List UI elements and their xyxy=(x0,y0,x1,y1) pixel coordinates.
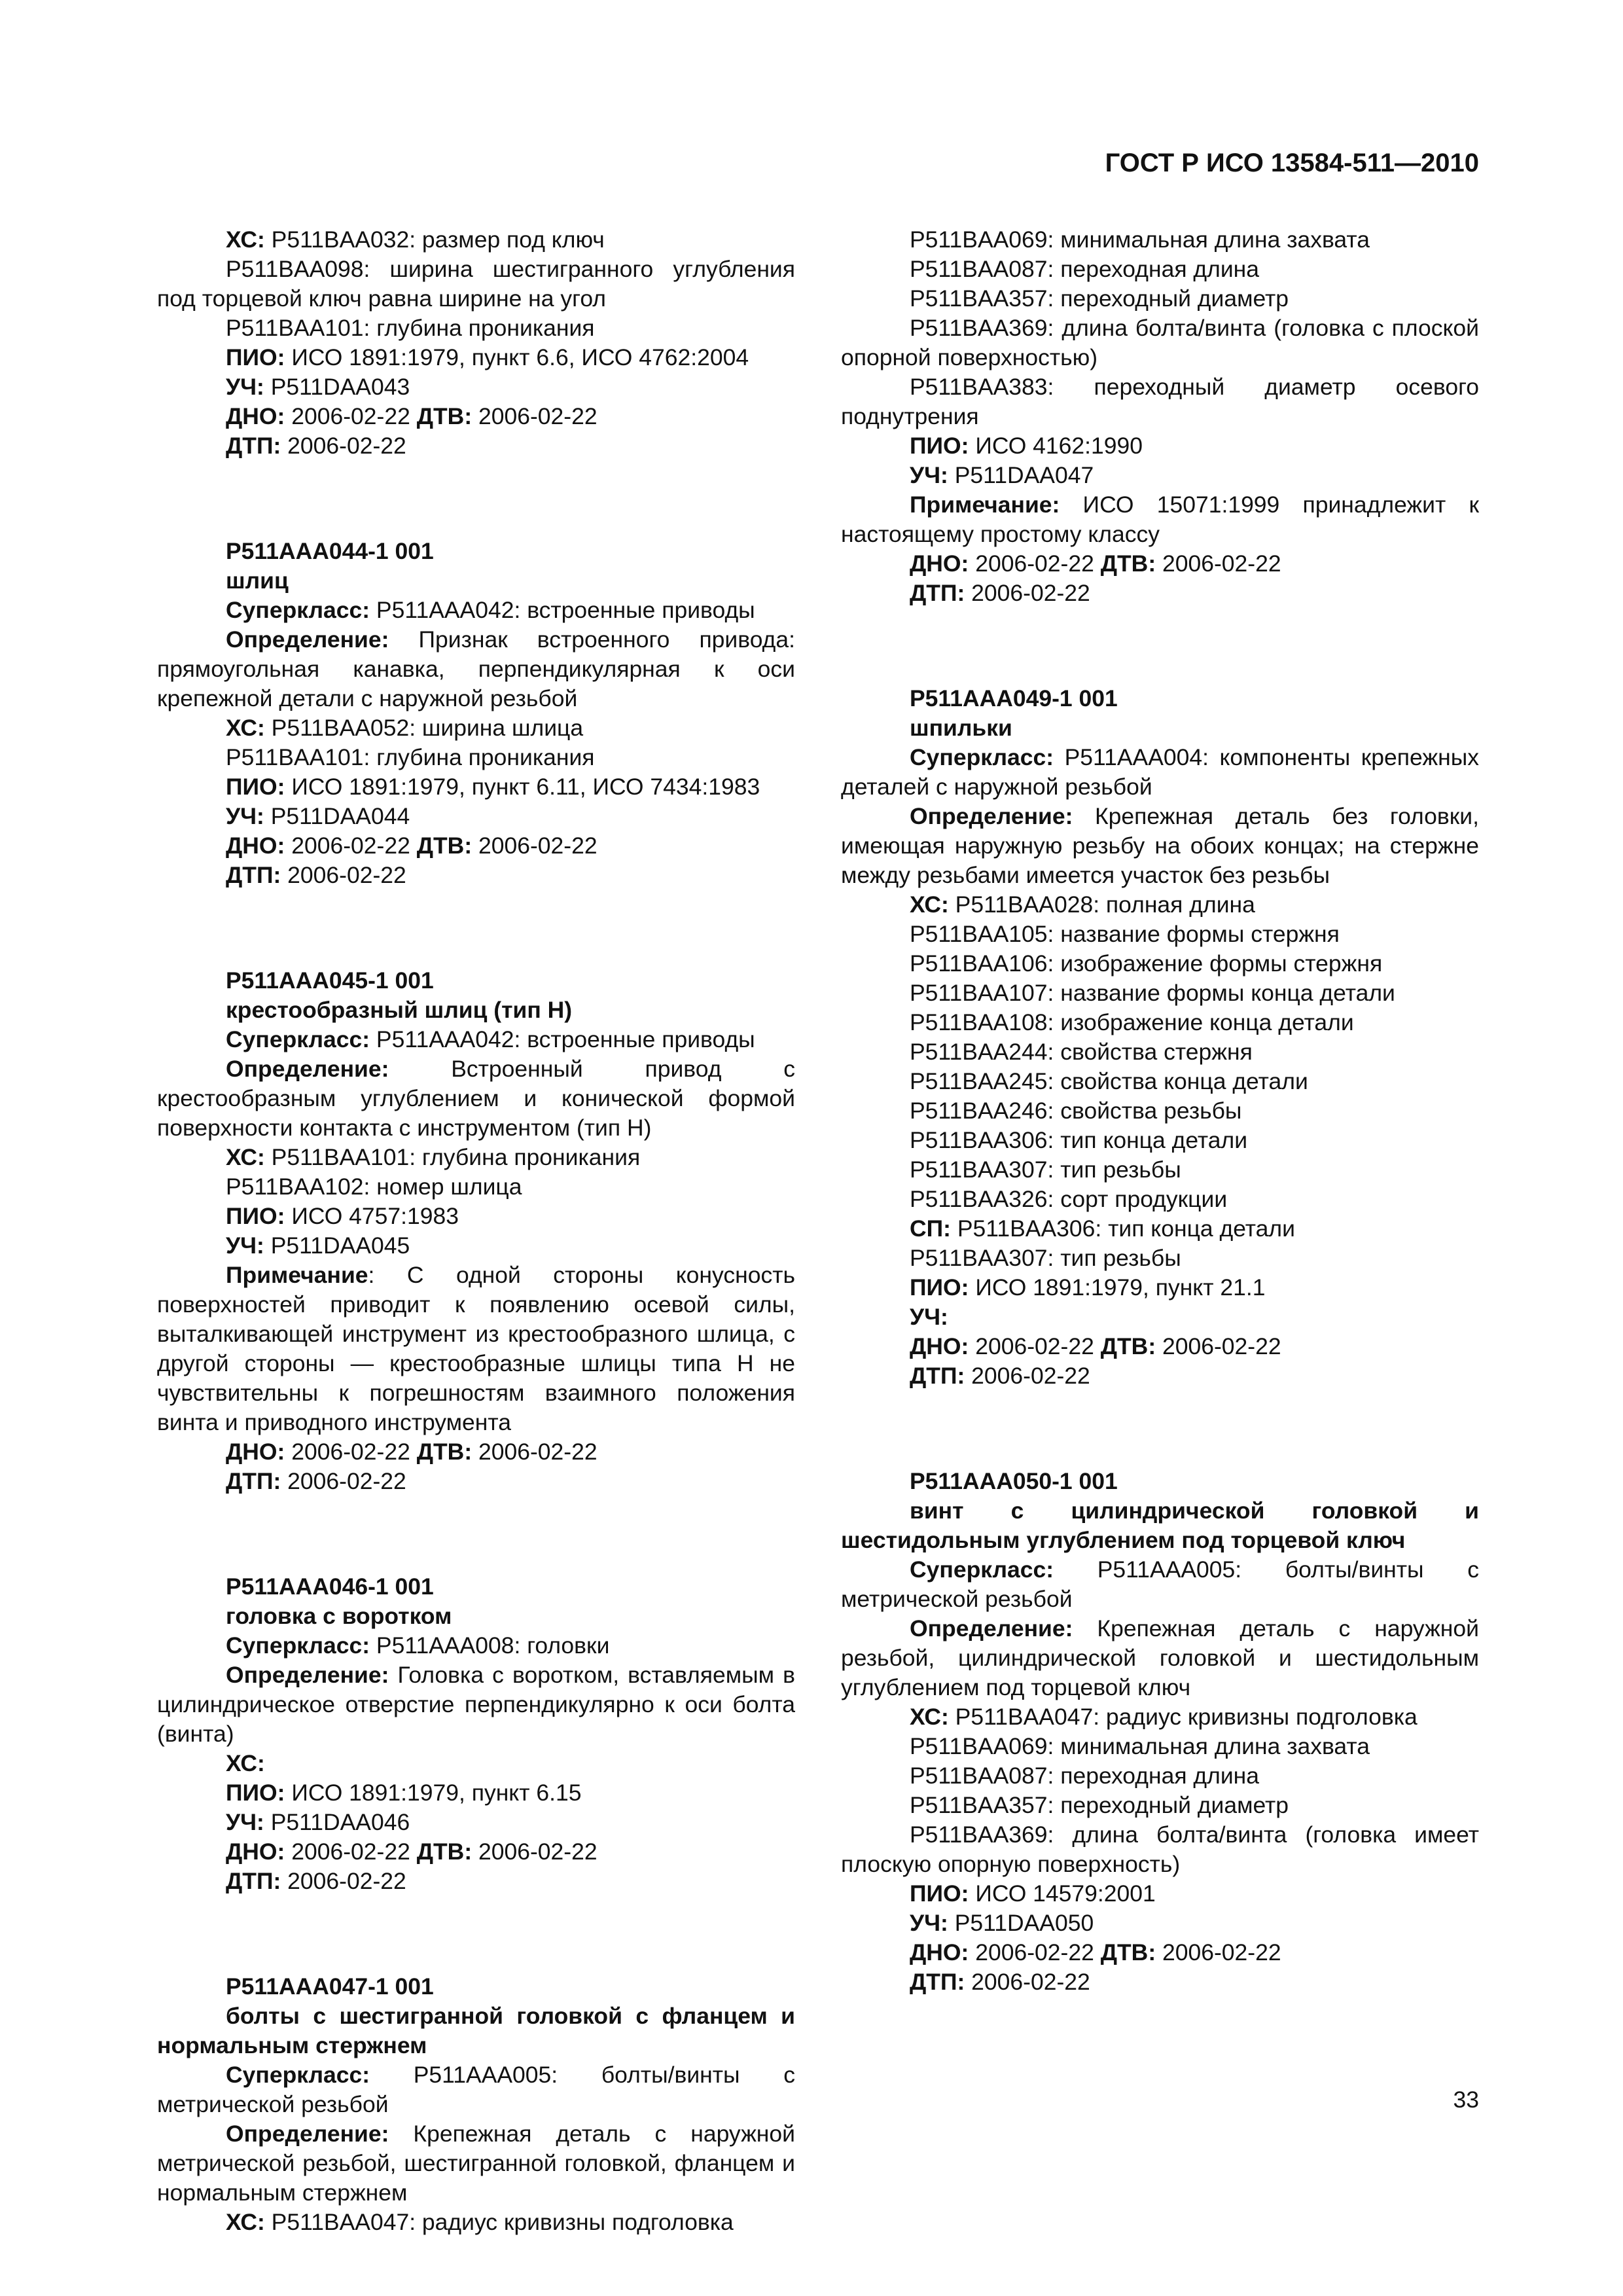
field-value: 2006-02-22 xyxy=(965,1969,1090,1995)
field-label: УЧ: xyxy=(910,1304,948,1330)
field-value: P511AAA005: болты/винты с метрической резьбой xyxy=(157,2062,795,2117)
field-value: Встроенный привод с крестообразным углублением и конической формой поверхности контакта с инструментом (тип H) xyxy=(157,1056,795,1141)
entry-spacer xyxy=(157,1520,795,1549)
entry-line xyxy=(157,1749,795,1778)
field-value: P511AAA008: головки xyxy=(370,1632,610,1659)
field-value: ИСО 1891:1979, пункт 21.1 xyxy=(969,1274,1266,1300)
entry-dates xyxy=(157,1437,795,1467)
field-value: ИСО 1891:1979, пункт 6.6, ИСО 4762:2004 xyxy=(285,344,749,370)
entry-title xyxy=(841,1467,1479,1496)
field-value: P511BAA028: полная длина xyxy=(948,891,1255,918)
entry-line xyxy=(841,1302,1479,1332)
entry-line xyxy=(157,314,795,343)
entry-dates xyxy=(157,831,795,861)
field-label: Определение: xyxy=(226,626,389,653)
entry-line xyxy=(841,225,1479,255)
field-value: P511BAA098: ширина шестигранного углубления под торцевой ключ равна ширине на угол xyxy=(157,256,795,312)
entry-title-text: P511AAA045-1 001 xyxy=(226,967,434,994)
entry-title xyxy=(157,1972,795,2001)
field-value: P511BAA105: название формы стержня xyxy=(910,921,1340,947)
entry-line xyxy=(841,890,1479,920)
field-label: ДТП: xyxy=(226,1468,281,1494)
field-value: 2006-02-22 xyxy=(472,1439,597,1465)
entry-title xyxy=(157,2001,795,2060)
entry-paragraph xyxy=(841,1614,1479,1702)
field-label: ПИО: xyxy=(226,1780,285,1806)
field-value: P511BAA101: глубина проникания xyxy=(226,315,595,341)
entry-line xyxy=(841,1361,1479,1391)
entry-line xyxy=(157,713,795,743)
field-label: ДНО: xyxy=(910,1333,969,1359)
entry-line xyxy=(157,743,795,772)
entry-line xyxy=(157,1231,795,1261)
entry-title-text: головка с воротком xyxy=(226,1603,452,1629)
field-label: ДТП: xyxy=(226,862,281,888)
field-label: Примечание xyxy=(226,1262,368,1288)
field-value: P511BAA032: размер под ключ xyxy=(264,226,605,253)
field-value: P511BAA108: изображение конца детали xyxy=(910,1009,1354,1035)
field-label: УЧ: xyxy=(226,803,264,829)
field-value: P511BAA101: глубина проникания xyxy=(264,1144,641,1170)
field-label: Суперкласс: xyxy=(910,1556,1054,1583)
entry-line xyxy=(157,1025,795,1054)
field-label: ДТП: xyxy=(226,1868,281,1894)
field-value: 2006-02-22 xyxy=(965,580,1090,606)
entry-spacer xyxy=(157,914,795,943)
field-value: P511BAA047: радиус кривизны подголовка xyxy=(264,2209,734,2235)
field-label: ДНО: xyxy=(226,1439,285,1465)
field-value: 2006-02-22 xyxy=(281,433,406,459)
field-value: P511DAA050 xyxy=(948,1910,1094,1936)
entry-dates xyxy=(841,1332,1479,1361)
field-label: ДНО: xyxy=(226,833,285,859)
field-value: ИСО 4162:1990 xyxy=(969,433,1143,459)
field-value: : С одной стороны конусность поверхностей приводит к появлению осевой силы, выталкивающей инструмент из крестообразного шлица, с другой стороны — крестообразные шлицы типа H не чувствительны к погрешностям взаимного положения винта и приводного инструмента xyxy=(157,1262,795,1435)
entry-line xyxy=(841,1126,1479,1155)
field-value: 2006-02-22 xyxy=(965,1363,1090,1389)
field-value: 2006-02-22 xyxy=(969,1333,1101,1359)
entry-paragraph xyxy=(841,1820,1479,1879)
entry-line xyxy=(157,1143,795,1172)
field-value: P511BAA307: тип резьбы xyxy=(910,1245,1181,1271)
field-label: ХС: xyxy=(226,226,265,253)
entry-line xyxy=(157,2208,795,2237)
field-label: Суперкласс: xyxy=(910,744,1054,770)
field-value: P511DAA044 xyxy=(264,803,410,829)
field-value: 2006-02-22 xyxy=(281,1868,406,1894)
field-value: P511AAA042: встроенные приводы xyxy=(370,597,755,623)
field-value: P511DAA046 xyxy=(264,1809,410,1835)
field-value: P511DAA045 xyxy=(264,1232,410,1259)
field-value: 2006-02-22 xyxy=(472,1839,597,1865)
field-value: 2006-02-22 xyxy=(281,862,406,888)
entry-line xyxy=(157,802,795,831)
entry-line xyxy=(157,1202,795,1231)
entry-line xyxy=(157,1808,795,1837)
entry-line xyxy=(841,1967,1479,1997)
entry-paragraph xyxy=(841,314,1479,372)
field-value: Головка с воротком, вставляемым в цилиндрическое отверстие перпендикулярно к оси болта (винта) xyxy=(157,1662,795,1747)
field-label: ДТВ: xyxy=(1100,1939,1156,1965)
field-label: ДТВ: xyxy=(416,403,473,429)
entry-title xyxy=(157,1572,795,1602)
entry-dates xyxy=(157,1837,795,1867)
entry-paragraph xyxy=(157,625,795,713)
entry-title-text: P511AAA047-1 001 xyxy=(226,1973,434,2000)
field-value: P511BAA369: длина болта/винта (головка с плоской опорной поверхностью) xyxy=(841,315,1479,370)
entry-line xyxy=(157,1778,795,1808)
field-value: 2006-02-22 xyxy=(969,1939,1101,1965)
entry-title-text: P511AAA044-1 001 xyxy=(226,538,434,564)
field-value: P511BAA307: тип резьбы xyxy=(910,1157,1181,1183)
entry-line xyxy=(841,255,1479,284)
entry-line xyxy=(841,579,1479,608)
entry-line xyxy=(157,1867,795,1896)
entry-line xyxy=(841,1791,1479,1820)
entry-title xyxy=(157,1602,795,1631)
field-label: ХС: xyxy=(226,2209,265,2235)
field-value: P511BAA246: свойства резьбы xyxy=(910,1098,1242,1124)
field-value: Крепежная деталь с наружной метрической резьбой, шестигранной головкой, фланцем и нормальным стержнем xyxy=(157,2121,795,2206)
entry-line xyxy=(841,1761,1479,1791)
entry-line xyxy=(841,1879,1479,1909)
entry-line xyxy=(841,431,1479,461)
entry-spacer xyxy=(841,1414,1479,1444)
field-value: P511AAA004: компоненты крепежных деталей с наружной резьбой xyxy=(841,744,1479,800)
entry-title-text: P511AAA050-1 001 xyxy=(910,1468,1118,1494)
entry-line xyxy=(841,949,1479,978)
field-value: P511AAA042: встроенные приводы xyxy=(370,1026,755,1052)
entry-spacer xyxy=(841,632,1479,661)
field-value: P511DAA047 xyxy=(948,462,1094,488)
entry-line xyxy=(157,225,795,255)
entry-line xyxy=(157,1467,795,1496)
entry-line xyxy=(841,1732,1479,1761)
entry-title-text: крестообразный шлиц (тип H) xyxy=(226,997,573,1023)
field-label: ХС: xyxy=(910,891,949,918)
entry-paragraph xyxy=(157,2119,795,2208)
entry-title-text: винт с цилиндрической головкой и шестидольным углублением под торцевой ключ xyxy=(841,1498,1479,1553)
field-value: P511BAA106: изображение формы стержня xyxy=(910,950,1383,977)
entry-paragraph xyxy=(157,1261,795,1437)
field-label: ПИО: xyxy=(910,433,969,459)
field-label: ДТВ: xyxy=(1100,550,1156,577)
entry-title-text: шлиц xyxy=(226,567,289,594)
field-label: Примечание: xyxy=(910,492,1060,518)
field-label: ДТП: xyxy=(910,1363,965,1389)
field-value: Признак встроенного привода: прямоугольная канавка, перпендикулярная к оси крепежной детали с наружной резьбой xyxy=(157,626,795,711)
field-value: ИСО 15071:1999 принадлежит к настоящему простому классу xyxy=(841,492,1479,547)
field-value: P511BAA326: сорт продукции xyxy=(910,1186,1228,1212)
field-value: 2006-02-22 xyxy=(285,403,417,429)
field-label: ДТП: xyxy=(910,580,965,606)
field-value: 2006-02-22 xyxy=(472,403,597,429)
entry-line xyxy=(157,343,795,372)
field-value: P511DAA043 xyxy=(264,374,410,400)
field-value: ИСО 1891:1979, пункт 6.15 xyxy=(285,1780,582,1806)
field-label: ДНО: xyxy=(226,1839,285,1865)
entry-line xyxy=(841,461,1479,490)
entry-paragraph xyxy=(841,490,1479,549)
field-value: P511BAA306: тип конца детали xyxy=(950,1215,1295,1242)
entry-paragraph xyxy=(841,743,1479,802)
entry-title-text: болты с шестигранной головкой с фланцем и нормальным стержнем xyxy=(157,2003,795,2058)
entry-title-text: P511AAA049-1 001 xyxy=(910,685,1118,711)
entry-spacer xyxy=(157,1920,795,1949)
entry-line xyxy=(157,861,795,890)
field-label: ДТП: xyxy=(226,433,281,459)
field-label: ПИО: xyxy=(226,1203,285,1229)
field-value: Крепежная деталь с наружной резьбой, цилиндрической головкой и шестидольным углублением под торцевой ключ xyxy=(841,1615,1479,1700)
field-value: P511BAA369: длина болта/винта (головка имеет плоскую опорную поверхность) xyxy=(841,1821,1479,1877)
entry-line xyxy=(157,431,795,461)
field-label: Суперкласс: xyxy=(226,597,370,623)
field-value: P511BAA087: переходная длина xyxy=(910,1763,1260,1789)
field-label: Определение: xyxy=(910,803,1073,829)
entry-line xyxy=(157,772,795,802)
field-label: ДТВ: xyxy=(1100,1333,1156,1359)
field-label: УЧ: xyxy=(910,1910,948,1936)
field-value: P511BAA357: переходный диаметр xyxy=(910,1792,1289,1818)
document-header: ГОСТ Р ИСО 13584-511—2010 xyxy=(1105,149,1479,177)
entry-line xyxy=(841,1185,1479,1214)
entry-title xyxy=(841,1496,1479,1555)
field-label: СП: xyxy=(910,1215,951,1242)
field-value: P511BAA087: переходная длина xyxy=(910,256,1260,282)
field-label: ХС: xyxy=(226,715,265,741)
field-label: Суперкласс: xyxy=(226,1026,370,1052)
field-value: 2006-02-22 xyxy=(1156,1939,1281,1965)
field-value: 2006-02-22 xyxy=(472,833,597,859)
field-value: P511BAA245: свойства конца детали xyxy=(910,1068,1308,1094)
field-value: P511BAA069: минимальная длина захвата xyxy=(910,226,1370,253)
entry-title xyxy=(841,713,1479,743)
entry-line xyxy=(841,1037,1479,1067)
field-value: 2006-02-22 xyxy=(1156,1333,1281,1359)
field-value: ИСО 1891:1979, пункт 6.11, ИСО 7434:1983 xyxy=(285,774,760,800)
field-value: 2006-02-22 xyxy=(1156,550,1281,577)
entry-line xyxy=(841,1702,1479,1732)
field-value: P511AAA005: болты/винты с метрической резьбой xyxy=(841,1556,1479,1612)
field-value: P511BAA357: переходный диаметр xyxy=(910,285,1289,312)
entry-line xyxy=(841,1273,1479,1302)
field-label: УЧ: xyxy=(226,1809,264,1835)
page-number: 33 xyxy=(1453,2087,1479,2113)
field-value: Крепежная деталь без головки, имеющая наружную резьбу на обоих концах; на стержне между резьбами имеется участок без резьбы xyxy=(841,803,1479,888)
field-label: ДТВ: xyxy=(416,1439,473,1465)
field-label: Определение: xyxy=(226,1662,389,1688)
entry-title xyxy=(841,684,1479,713)
field-value: P511BAA069: минимальная длина захвата xyxy=(910,1733,1370,1759)
entry-title-text: P511AAA046-1 001 xyxy=(226,1573,434,1600)
field-value: P511BAA306: тип конца детали xyxy=(910,1127,1248,1153)
entry-spacer xyxy=(157,484,795,514)
field-value: 2006-02-22 xyxy=(281,1468,406,1494)
field-value: P511BAA047: радиус кривизны подголовка xyxy=(948,1704,1418,1730)
entry-line xyxy=(841,1244,1479,1273)
entry-line xyxy=(841,1214,1479,1244)
entry-dates xyxy=(841,549,1479,579)
field-value: 2006-02-22 xyxy=(285,833,417,859)
field-value: ИСО 4757:1983 xyxy=(285,1203,459,1229)
field-value: P511BAA107: название формы конца детали xyxy=(910,980,1395,1006)
field-value: 2006-02-22 xyxy=(285,1439,417,1465)
entry-line xyxy=(157,372,795,402)
entry-title xyxy=(157,966,795,996)
field-label: ХС: xyxy=(910,1704,949,1730)
field-value: 2006-02-22 xyxy=(969,550,1101,577)
field-label: УЧ: xyxy=(910,462,948,488)
entry-line xyxy=(157,1631,795,1660)
field-value: 2006-02-22 xyxy=(285,1839,417,1865)
field-value: P511BAA101: глубина проникания xyxy=(226,744,595,770)
field-label: ПИО: xyxy=(910,1274,969,1300)
field-label: ДНО: xyxy=(910,550,969,577)
entry-line xyxy=(841,284,1479,314)
entry-line xyxy=(157,596,795,625)
entry-line xyxy=(157,1172,795,1202)
field-label: ДНО: xyxy=(910,1939,969,1965)
field-label: Определение: xyxy=(226,1056,389,1082)
entry-line xyxy=(841,1155,1479,1185)
entry-line xyxy=(841,1008,1479,1037)
left-column xyxy=(157,225,795,2237)
field-label: ХС: xyxy=(226,1750,265,1776)
entry-line xyxy=(841,1067,1479,1096)
field-label: ДТВ: xyxy=(416,1839,473,1865)
entry-paragraph xyxy=(157,2060,795,2119)
field-label: ПИО: xyxy=(226,344,285,370)
field-label: Определение: xyxy=(910,1615,1073,1641)
entry-paragraph xyxy=(841,802,1479,890)
field-value: P511BAA244: свойства стержня xyxy=(910,1039,1253,1065)
entry-line xyxy=(841,978,1479,1008)
entry-line xyxy=(841,1909,1479,1938)
field-value: P511BAA383: переходный диаметр осевого поднутрения xyxy=(841,374,1479,429)
field-label: Суперкласс: xyxy=(226,1632,370,1659)
field-label: ХС: xyxy=(226,1144,265,1170)
entry-paragraph xyxy=(157,255,795,314)
field-label: ПИО: xyxy=(910,1880,969,1907)
entry-paragraph xyxy=(157,1054,795,1143)
entry-title xyxy=(157,537,795,566)
right-column xyxy=(841,225,1479,1997)
entry-title-text: шпильки xyxy=(910,715,1012,741)
entry-line xyxy=(841,920,1479,949)
entry-title xyxy=(157,996,795,1025)
field-label: ПИО: xyxy=(226,774,285,800)
entry-paragraph xyxy=(841,372,1479,431)
field-value: ИСО 14579:2001 xyxy=(969,1880,1156,1907)
entry-title xyxy=(157,566,795,596)
field-label: ДНО: xyxy=(226,403,285,429)
field-label: УЧ: xyxy=(226,374,264,400)
entry-paragraph xyxy=(841,1555,1479,1614)
field-label: УЧ: xyxy=(226,1232,264,1259)
entry-line xyxy=(841,1096,1479,1126)
field-value: P511BAA052: ширина шлица xyxy=(264,715,584,741)
entry-paragraph xyxy=(157,1660,795,1749)
field-label: Определение: xyxy=(226,2121,389,2147)
entry-dates xyxy=(841,1938,1479,1967)
field-label: Суперкласс: xyxy=(226,2062,370,2088)
field-label: ДТП: xyxy=(910,1969,965,1995)
field-value: P511BAA102: номер шлица xyxy=(226,1174,522,1200)
entry-dates xyxy=(157,402,795,431)
field-label: ДТВ: xyxy=(416,833,473,859)
